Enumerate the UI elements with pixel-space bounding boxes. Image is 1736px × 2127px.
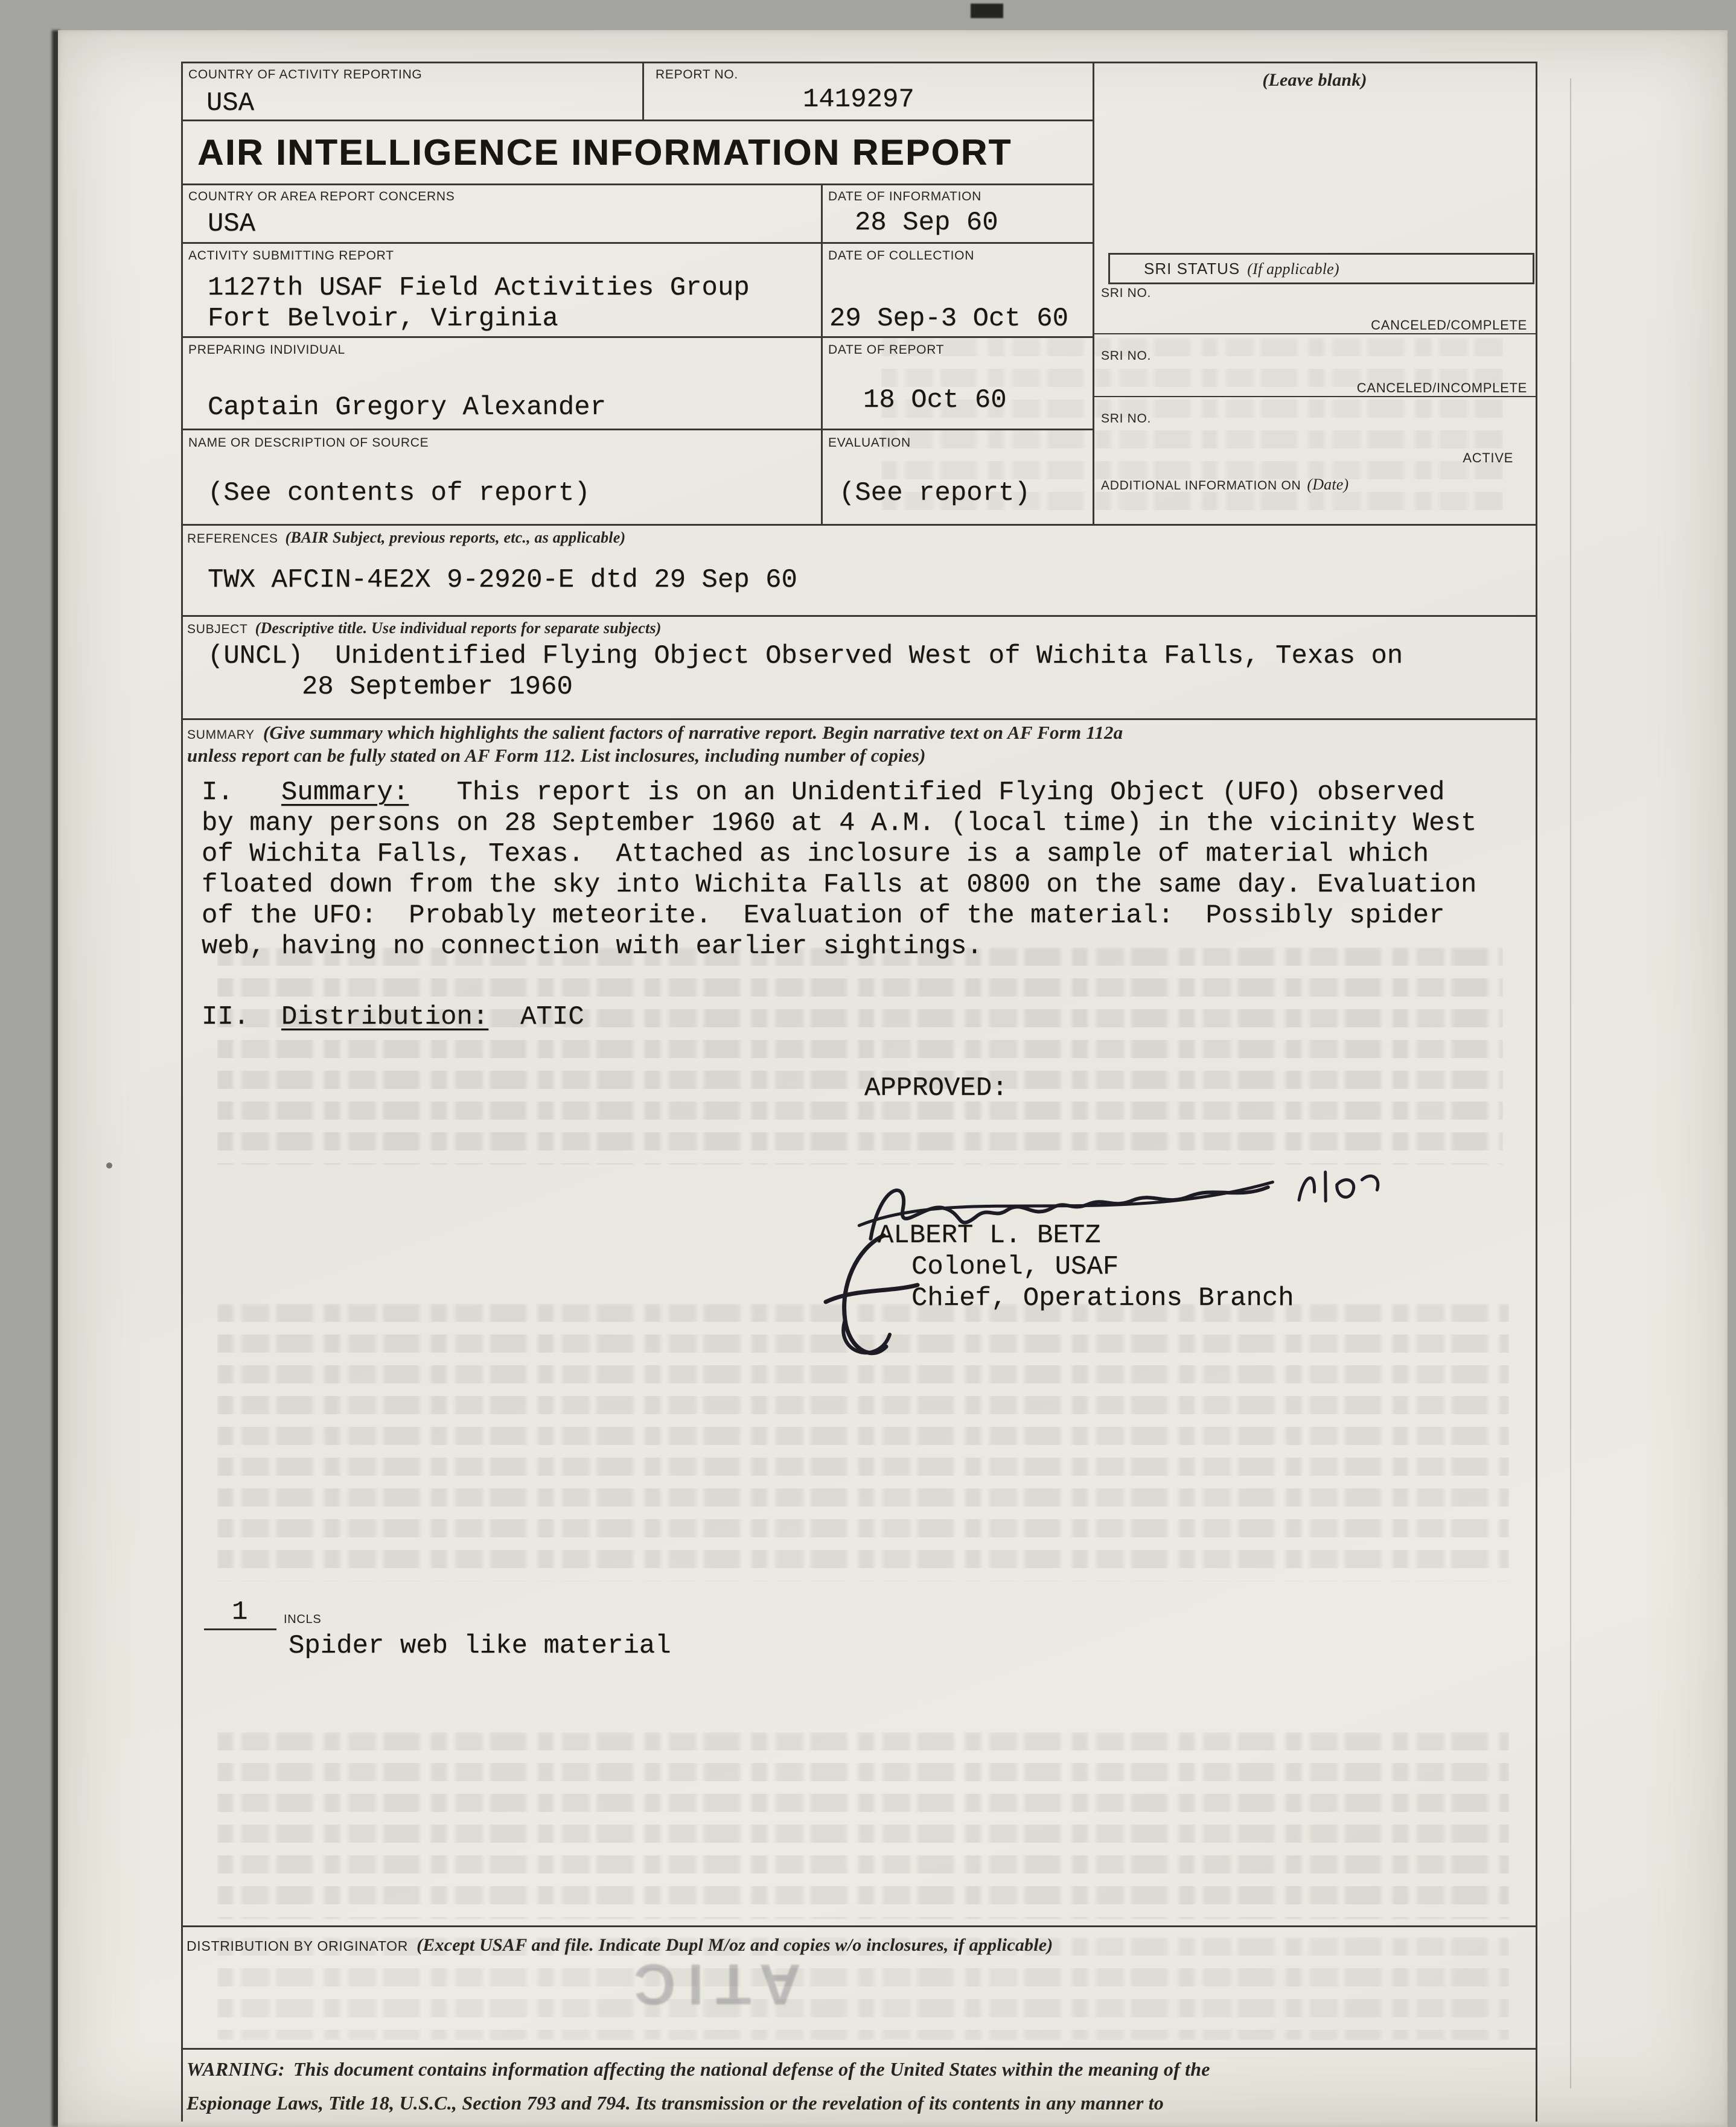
references-value: TWX AFCIN-4E2X 9-2920-E dtd 29 Sep 60 [208, 565, 797, 595]
activity-submitting-label: ACTIVITY SUBMITTING REPORT [188, 249, 394, 263]
report-no-value: 1419297 [803, 85, 914, 115]
summary-label: SUMMARY (Give summary which highlights the salient factors of narrative report. Begin narrative text on AF Form 112a [187, 722, 1123, 743]
source-value: (See contents of report) [208, 478, 590, 508]
inclosure-underline [204, 1628, 276, 1630]
scan-artifact [971, 4, 1003, 18]
sri-status-label: SRI STATUS (If applicable) [1144, 259, 1339, 278]
subject-line1: (UNCL) Unidentified Flying Object Observed West of Wichita Falls, Texas on [208, 641, 1403, 671]
approved-label: APPROVED: [864, 1073, 1008, 1103]
body-para1-line5: of the UFO: Probably meteorite. Evaluation of the material: Possibly spider [202, 901, 1445, 931]
evaluation-label: EVALUATION [828, 436, 911, 450]
fold-line [1570, 78, 1571, 2088]
form-rule [181, 120, 1093, 121]
date-collection-label: DATE OF COLLECTION [828, 249, 975, 263]
form-border-top [181, 62, 1537, 63]
form-title: AIR INTELLIGENCE INFORMATION REPORT [197, 132, 1012, 173]
ghost-stamp-atic: ATIC [622, 1952, 801, 2017]
form-border-left [181, 62, 183, 2122]
date-report-label: DATE OF REPORT [828, 343, 945, 357]
form-border-right [1536, 62, 1537, 2122]
form-rule [181, 429, 1093, 430]
body-para1-line1: I. Summary: This report is on an Unidentified Flying Object (UFO) observed [202, 777, 1445, 808]
date-information-value: 28 Sep 60 [855, 208, 998, 238]
warning-line1: WARNING: This document contains information affecting the national defense of the United States within the meaning of the [187, 2058, 1210, 2080]
body-para1-line4: floated down from the sky into Wichita Falls at 0800 on the same day. Evaluation [202, 870, 1477, 900]
warning-line2: Espionage Laws, Title 18, U.S.C., Section 793 and 794. Its transmission or the revelation of its contents in any manner to [187, 2092, 1164, 2114]
activity-submitting-line2: Fort Belvoir, Virginia [208, 304, 558, 334]
signer-title: Chief, Operations Branch [911, 1283, 1294, 1313]
form-rule [642, 62, 644, 120]
sri-rule [1093, 396, 1537, 397]
date-report-value: 18 Oct 60 [863, 385, 1007, 415]
sri-status-canceled-incomplete: CANCELED/INCOMPLETE [1356, 380, 1527, 395]
body-para2-line: II. Distribution: ATIC [202, 1002, 584, 1032]
body-para1-line2: by many persons on 28 September 1960 at 4 A.M. (local time) in the vicinity West [202, 808, 1477, 838]
preparing-individual-value: Captain Gregory Alexander [208, 392, 607, 423]
form-rule [181, 242, 1093, 244]
form-rule [181, 1925, 1537, 1927]
body-para1-line6: web, having no connection with earlier sightings. [202, 931, 983, 961]
leave-blank-label: (Leave blank) [1262, 70, 1367, 90]
additional-information-label: ADDITIONAL INFORMATION ON (Date) [1101, 476, 1349, 493]
report-no-label: REPORT NO. [656, 68, 738, 81]
country-activity-value: USA [206, 88, 255, 118]
inclosure-count: 1 [232, 1597, 248, 1627]
body-para1-line3: of Wichita Falls, Texas. Attached as inclosure is a sample of material which [202, 839, 1429, 869]
sri-rule [1093, 333, 1537, 334]
sri-status-canceled-complete: CANCELED/COMPLETE [1371, 317, 1527, 333]
activity-submitting-line1: 1127th USAF Field Activities Group [208, 273, 750, 303]
form-rule [181, 183, 1093, 185]
distribution-label: DISTRIBUTION BY ORIGINATOR (Except USAF and file. Indicate Dupl M/oz and copies w/o inclosures, if applicable) [187, 1935, 1053, 1955]
form-rule [821, 183, 823, 524]
sri-status-box [1108, 253, 1534, 284]
form-rule [1093, 62, 1094, 524]
sri-status-active: ACTIVE [1463, 450, 1513, 465]
country-concerns-value: USA [208, 209, 256, 239]
source-label: NAME OR DESCRIPTION OF SOURCE [188, 436, 429, 450]
form-rule [181, 336, 1093, 338]
evaluation-value: (See report) [839, 478, 1030, 508]
form-rule [181, 524, 1537, 526]
country-concerns-label: COUNTRY OR AREA REPORT CONCERNS [188, 190, 455, 203]
form-rule [181, 2048, 1537, 2050]
inclosure-description: Spider web like material [289, 1631, 671, 1661]
sri-no-label-2: SRI NO. [1101, 349, 1152, 363]
sri-no-label-3: SRI NO. [1101, 412, 1152, 426]
date-information-label: DATE OF INFORMATION [828, 190, 982, 203]
stray-ink-dot [106, 1162, 112, 1169]
form-rule [181, 718, 1537, 720]
incls-label: INCLS [284, 1613, 322, 1626]
signer-name: ALBERT L. BETZ [878, 1220, 1101, 1251]
country-activity-label: COUNTRY OF ACTIVITY REPORTING [188, 68, 423, 81]
preparing-individual-label: PREPARING INDIVIDUAL [188, 343, 345, 357]
signer-rank: Colonel, USAF [911, 1252, 1119, 1282]
subject-line2: 28 September 1960 [302, 672, 573, 702]
references-label: REFERENCES (BAIR Subject, previous reports, etc., as applicable) [187, 529, 626, 546]
subject-label: SUBJECT (Descriptive title. Use individual reports for separate subjects) [187, 619, 662, 637]
form-rule [181, 615, 1537, 617]
date-collection-value: 29 Sep-3 Oct 60 [829, 304, 1069, 334]
summary-label-line2: unless report can be fully stated on AF Form 112. List inclosures, including number of copies) [187, 745, 926, 766]
sri-no-label-1: SRI NO. [1101, 286, 1152, 300]
